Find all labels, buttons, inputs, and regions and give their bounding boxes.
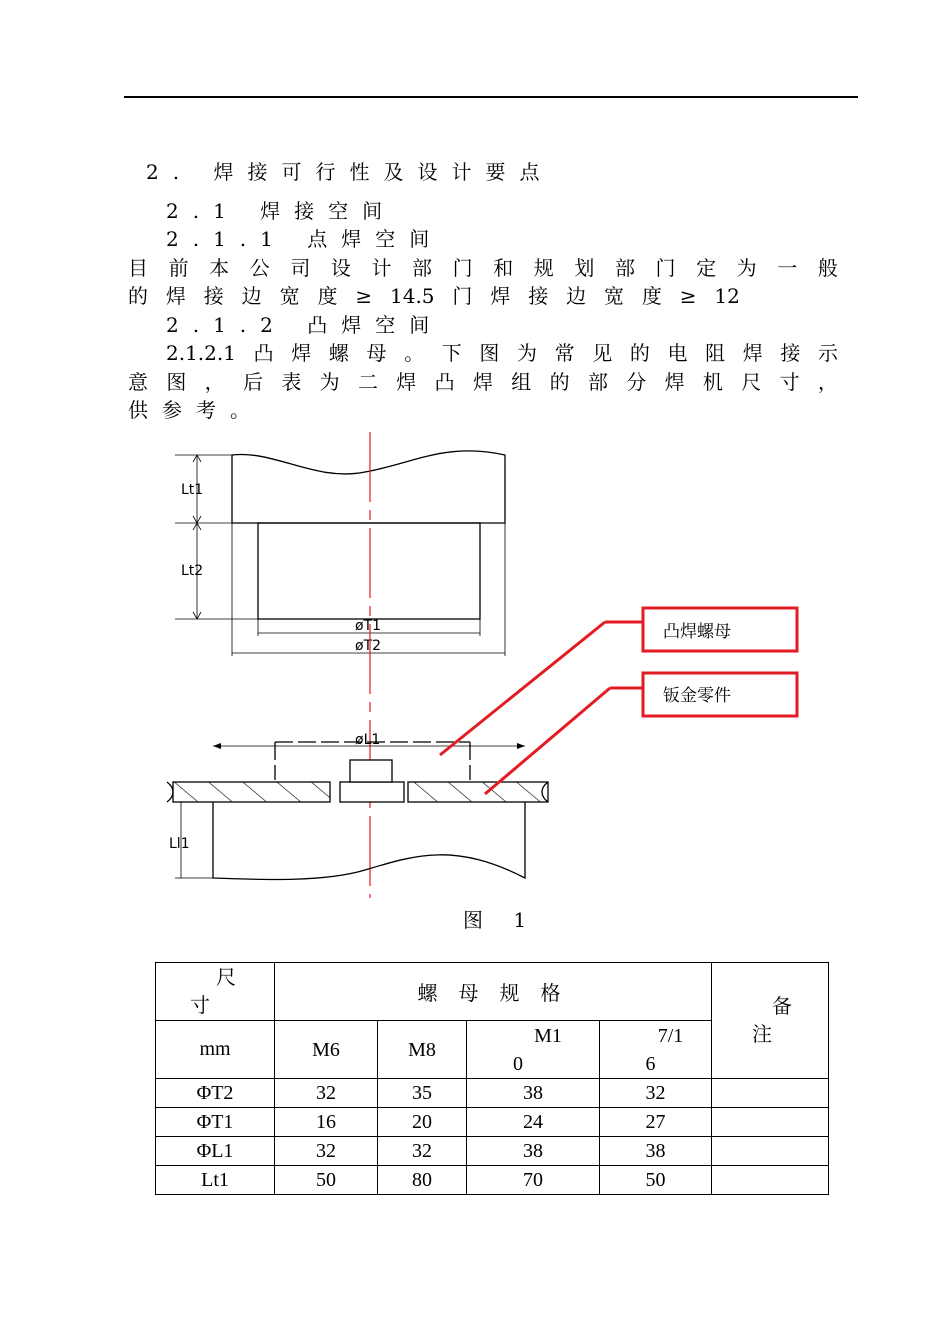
size-m6: M6 [275,1021,378,1079]
header-rule [124,96,858,98]
ll1-label: Ll1 [169,836,190,852]
table-row: Lt1 50 80 70 50 [156,1166,829,1195]
size-7-16: 7/1 6 [600,1021,712,1079]
spec-header: 螺 母 规 格 [275,963,712,1021]
size-m10: M1 0 [467,1021,600,1079]
unit-cell: mm [156,1021,275,1079]
table-row: ΦT2 32 35 38 32 [156,1079,829,1108]
lt2-label: Lt2 [181,563,204,579]
upper-electrode-tip [258,523,480,619]
subsection-2-1-2: 2.1.2 凸焊空间 [166,313,444,337]
remark-header: 备 注 [712,963,829,1079]
lower-electrode-outline [213,802,525,880]
nut-body [340,782,404,802]
t1-label: øT1 [355,618,382,634]
nut-spec-table [155,962,829,1195]
callout-nut-text: 凸焊螺母 [663,622,731,642]
callout-leader-nut [440,622,605,755]
callout-sheet-text: 钣金零件 [663,686,731,706]
welding-diagram [165,430,805,900]
table-row: ΦT1 16 20 24 27 [156,1108,829,1137]
dim-header: 尺 寸 [156,963,275,1021]
size-m8: M8 [378,1021,467,1079]
l1-label: øL1 [355,732,381,748]
paragraph-line-1: 目 前 本 公 司 设 计 部 门 和 规 划 部 门 定 为 一 般 [128,256,838,280]
lt1-label: Lt1 [181,482,204,498]
section-heading: 2. 焊接可行性及设计要点 [146,160,554,184]
figure-caption: 图 1 [463,908,539,932]
subsection-2-1: 2.1 焊接空间 [166,199,397,223]
paragraph2-line-1: 2.1.2.1 凸 焊 螺 母 。 下 图 为 常 见 的 电 阻 焊 接 示 [166,341,838,365]
sheet-left [173,782,330,802]
upper-electrode-outline [232,451,505,523]
subsection-2-1-1: 2.1.1 点焊空间 [166,227,444,251]
sheet-right [408,782,548,802]
paragraph-line-2: 的 焊 接 边 宽 度 ≥ 14.5 门 焊 接 边 宽 度 ≥ 12 [128,284,740,308]
nut-pilot [350,760,392,782]
paragraph2-line-3: 供参考。 [128,398,264,422]
t2-label: øT2 [355,638,382,654]
table-row: ΦL1 32 32 38 38 [156,1137,829,1166]
paragraph2-line-2: 意 图 ， 后 表 为 二 焊 凸 焊 组 的 部 分 焊 机 尺 寸 ， [128,370,838,394]
